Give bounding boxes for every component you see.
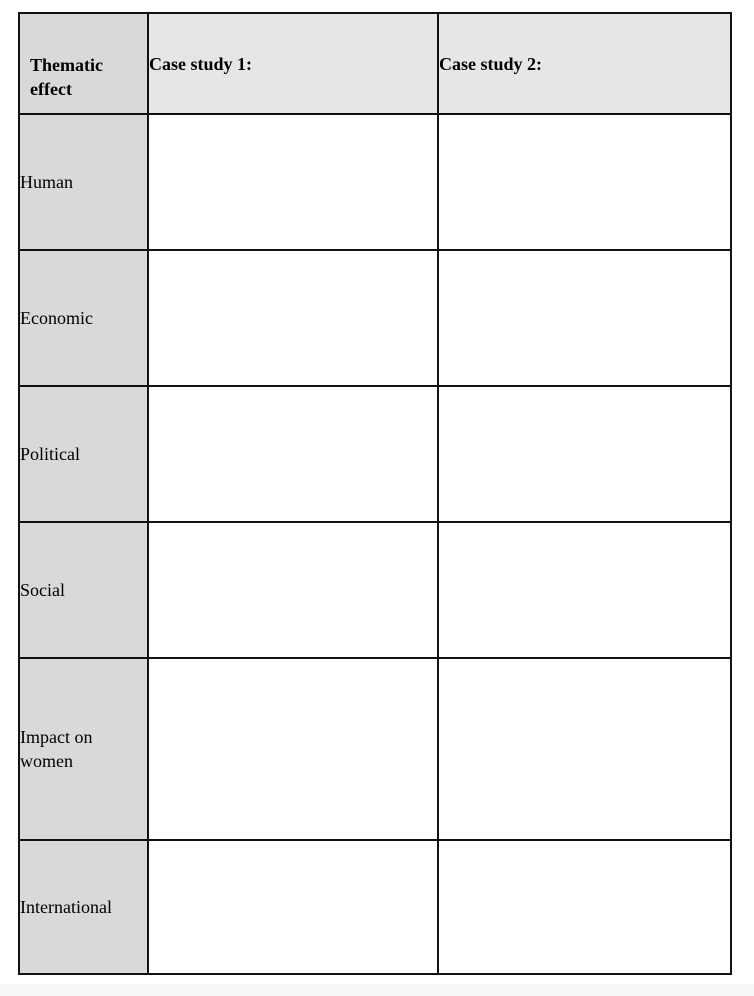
header-case-study-1: Case study 1: <box>148 13 438 114</box>
cell-international-case-2[interactable] <box>438 840 731 974</box>
cell-economic-case-1[interactable] <box>148 250 438 386</box>
table-row <box>19 658 731 840</box>
page-bottom-strip <box>0 984 754 996</box>
row-label-impact-on-women: Impact on women <box>19 658 148 840</box>
table-row <box>19 250 731 386</box>
table-row <box>19 114 731 250</box>
thematic-effects-table <box>18 12 732 975</box>
row-label-human: Human <box>19 114 148 250</box>
cell-social-case-2[interactable] <box>438 522 731 658</box>
cell-social-case-1[interactable] <box>148 522 438 658</box>
table-row <box>19 522 731 658</box>
cell-international-case-1[interactable] <box>148 840 438 974</box>
table-row <box>19 840 731 974</box>
table-header-row <box>19 13 731 114</box>
row-label-political: Political <box>19 386 148 522</box>
cell-impact-on-women-case-2[interactable] <box>438 658 731 840</box>
header-thematic-effect: Thematic effect <box>19 13 148 114</box>
row-label-economic: Economic <box>19 250 148 386</box>
cell-human-case-1[interactable] <box>148 114 438 250</box>
row-label-social: Social <box>19 522 148 658</box>
cell-impact-on-women-case-1[interactable] <box>148 658 438 840</box>
table-row <box>19 386 731 522</box>
cell-human-case-2[interactable] <box>438 114 731 250</box>
row-label-international: International <box>19 840 148 974</box>
header-case-study-2: Case study 2: <box>438 13 731 114</box>
cell-economic-case-2[interactable] <box>438 250 731 386</box>
cell-political-case-2[interactable] <box>438 386 731 522</box>
cell-political-case-1[interactable] <box>148 386 438 522</box>
